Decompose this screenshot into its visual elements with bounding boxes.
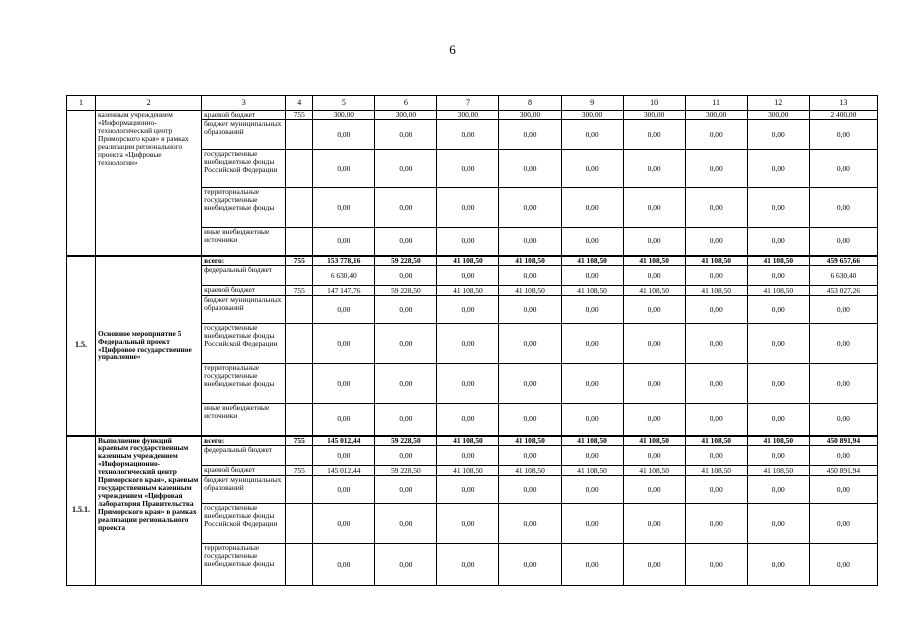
item-number xyxy=(67,111,96,256)
amount-cell: 0,00 xyxy=(623,324,685,364)
amount-cell: 41 108,50 xyxy=(747,256,809,266)
budget-code: 755 xyxy=(286,466,313,476)
amount-cell: 41 108,50 xyxy=(685,466,747,476)
amount-cell: 0,00 xyxy=(499,266,561,286)
amount-cell: 59 228,50 xyxy=(375,436,437,446)
amount-cell: 0,00 xyxy=(437,120,499,150)
budget-code xyxy=(286,150,313,188)
amount-cell: 0,00 xyxy=(623,120,685,150)
amount-cell: 0,00 xyxy=(375,228,437,256)
amount-cell: 300,00 xyxy=(623,111,685,120)
funding-source: краевой бюджет xyxy=(202,111,286,120)
funding-source: бюджет муниципальных образований xyxy=(202,120,286,150)
amount-cell: 41 108,50 xyxy=(623,466,685,476)
amount-cell: 0,00 xyxy=(685,188,747,228)
amount-cell: 0,00 xyxy=(561,188,623,228)
col-header: 3 xyxy=(202,96,286,111)
funding-source: бюджет муниципальных образований xyxy=(202,476,286,504)
amount-cell: 0,00 xyxy=(685,150,747,188)
amount-cell: 0,00 xyxy=(623,228,685,256)
budget-code xyxy=(286,364,313,404)
amount-cell: 0,00 xyxy=(623,476,685,504)
budget-code: 755 xyxy=(286,111,313,120)
amount-cell: 0,00 xyxy=(499,364,561,404)
amount-cell: 0,00 xyxy=(313,120,375,150)
amount-cell: 0,00 xyxy=(685,504,747,544)
budget-code: 755 xyxy=(286,256,313,266)
amount-cell: 41 108,50 xyxy=(499,286,561,296)
amount-cell: 41 108,50 xyxy=(685,436,747,446)
amount-cell: 0,00 xyxy=(313,446,375,466)
amount-cell: 0,00 xyxy=(499,476,561,504)
amount-cell: 0,00 xyxy=(561,504,623,544)
amount-cell: 41 108,50 xyxy=(499,466,561,476)
table-row xyxy=(67,256,878,266)
amount-cell: 2 400,00 xyxy=(809,111,877,120)
amount-cell: 0,00 xyxy=(437,476,499,504)
amount-cell: 0,00 xyxy=(375,404,437,436)
amount-cell: 0,00 xyxy=(375,188,437,228)
budget-code xyxy=(286,324,313,364)
amount-cell: 0,00 xyxy=(375,150,437,188)
funding-source: государственные внебюджетные фонды Российской Федерации xyxy=(202,150,286,188)
item-number: 1.5. xyxy=(67,256,96,436)
item-description: Выполнение функций краевым государственным казенным учреждением «Информационно-технологический центр Приморского края», краевым государственным казенным учреждением «Цифровая лаборатория Правительства Приморского края» в рамках реализации регионального проекта xyxy=(96,436,202,586)
funding-source: иные внебюджетные источники xyxy=(202,228,286,256)
amount-cell: 0,00 xyxy=(747,188,809,228)
col-header: 1 xyxy=(67,96,96,111)
col-header: 5 xyxy=(313,96,375,111)
amount-cell: 450 891,94 xyxy=(809,436,877,446)
budget-code xyxy=(286,404,313,436)
amount-cell: 0,00 xyxy=(685,404,747,436)
amount-cell: 0,00 xyxy=(561,404,623,436)
amount-cell: 0,00 xyxy=(809,364,877,404)
amount-cell: 41 108,50 xyxy=(561,256,623,266)
amount-cell: 459 657,66 xyxy=(809,256,877,266)
amount-cell: 0,00 xyxy=(623,544,685,586)
budget-code xyxy=(286,476,313,504)
amount-cell: 0,00 xyxy=(747,476,809,504)
amount-cell: 300,00 xyxy=(685,111,747,120)
amount-cell: 0,00 xyxy=(809,296,877,324)
amount-cell: 0,00 xyxy=(561,476,623,504)
amount-cell: 0,00 xyxy=(747,266,809,286)
amount-cell: 0,00 xyxy=(561,228,623,256)
amount-cell: 0,00 xyxy=(437,504,499,544)
amount-cell: 300,00 xyxy=(375,111,437,120)
funding-source: краевой бюджет xyxy=(202,466,286,476)
funding-source: государственные внебюджетные фонды Российской Федерации xyxy=(202,324,286,364)
budget-code xyxy=(286,188,313,228)
amount-cell: 145 012,44 xyxy=(313,436,375,446)
amount-cell: 0,00 xyxy=(375,544,437,586)
amount-cell: 0,00 xyxy=(561,150,623,188)
amount-cell: 41 108,50 xyxy=(437,436,499,446)
amount-cell: 59 228,50 xyxy=(375,286,437,296)
amount-cell: 0,00 xyxy=(747,404,809,436)
funding-source: бюджет муниципальных образований xyxy=(202,296,286,324)
amount-cell: 41 108,50 xyxy=(499,436,561,446)
amount-cell: 300,00 xyxy=(561,111,623,120)
amount-cell: 0,00 xyxy=(437,544,499,586)
amount-cell: 0,00 xyxy=(809,188,877,228)
amount-cell: 0,00 xyxy=(499,150,561,188)
page-number: 6 xyxy=(449,42,456,57)
amount-cell: 0,00 xyxy=(623,504,685,544)
amount-cell: 0,00 xyxy=(375,296,437,324)
amount-cell: 0,00 xyxy=(375,364,437,404)
amount-cell: 0,00 xyxy=(685,476,747,504)
amount-cell: 0,00 xyxy=(747,544,809,586)
amount-cell: 0,00 xyxy=(747,150,809,188)
amount-cell: 41 108,50 xyxy=(747,286,809,296)
amount-cell: 6 630,40 xyxy=(313,266,375,286)
table-row xyxy=(67,436,878,446)
amount-cell: 0,00 xyxy=(685,544,747,586)
budget-code xyxy=(286,544,313,586)
amount-cell: 0,00 xyxy=(313,544,375,586)
amount-cell: 0,00 xyxy=(561,364,623,404)
amount-cell: 41 108,50 xyxy=(437,466,499,476)
amount-cell: 0,00 xyxy=(747,324,809,364)
col-header: 8 xyxy=(499,96,561,111)
col-header: 4 xyxy=(286,96,313,111)
amount-cell: 0,00 xyxy=(561,296,623,324)
amount-cell: 0,00 xyxy=(809,228,877,256)
amount-cell: 0,00 xyxy=(499,188,561,228)
amount-cell: 41 108,50 xyxy=(437,256,499,266)
funding-source: всего: xyxy=(202,256,286,266)
amount-cell: 0,00 xyxy=(685,296,747,324)
col-header: 11 xyxy=(685,96,747,111)
amount-cell: 300,00 xyxy=(747,111,809,120)
amount-cell: 0,00 xyxy=(685,446,747,466)
col-header: 7 xyxy=(437,96,499,111)
amount-cell: 0,00 xyxy=(437,266,499,286)
amount-cell: 0,00 xyxy=(685,324,747,364)
amount-cell: 0,00 xyxy=(499,504,561,544)
amount-cell: 41 108,50 xyxy=(499,256,561,266)
amount-cell: 0,00 xyxy=(499,544,561,586)
col-header: 9 xyxy=(561,96,623,111)
amount-cell: 41 108,50 xyxy=(685,256,747,266)
amount-cell: 0,00 xyxy=(375,120,437,150)
col-header: 10 xyxy=(623,96,685,111)
amount-cell: 0,00 xyxy=(499,296,561,324)
col-header: 12 xyxy=(747,96,809,111)
amount-cell: 0,00 xyxy=(623,266,685,286)
amount-cell: 0,00 xyxy=(313,228,375,256)
amount-cell: 0,00 xyxy=(747,296,809,324)
amount-cell: 0,00 xyxy=(313,504,375,544)
amount-cell: 300,00 xyxy=(499,111,561,120)
amount-cell: 41 108,50 xyxy=(561,436,623,446)
col-header: 6 xyxy=(375,96,437,111)
amount-cell: 0,00 xyxy=(561,446,623,466)
amount-cell: 0,00 xyxy=(437,324,499,364)
amount-cell: 0,00 xyxy=(809,446,877,466)
funding-source: федеральный бюджет xyxy=(202,266,286,286)
amount-cell: 0,00 xyxy=(561,324,623,364)
amount-cell: 0,00 xyxy=(437,188,499,228)
budget-code: 755 xyxy=(286,436,313,446)
budget-code xyxy=(286,266,313,286)
budget-code xyxy=(286,228,313,256)
amount-cell: 41 108,50 xyxy=(623,436,685,446)
amount-cell: 41 108,50 xyxy=(437,286,499,296)
budget-code: 755 xyxy=(286,286,313,296)
amount-cell: 0,00 xyxy=(437,228,499,256)
amount-cell: 0,00 xyxy=(437,296,499,324)
funding-source: иные внебюджетные источники xyxy=(202,404,286,436)
item-number: 1.5.1. xyxy=(67,436,96,586)
amount-cell: 0,00 xyxy=(499,228,561,256)
amount-cell: 0,00 xyxy=(623,446,685,466)
col-header: 13 xyxy=(809,96,877,111)
amount-cell: 41 108,50 xyxy=(623,286,685,296)
amount-cell: 0,00 xyxy=(313,324,375,364)
funding-source: всего: xyxy=(202,436,286,446)
amount-cell: 453 027,26 xyxy=(809,286,877,296)
amount-cell: 300,00 xyxy=(437,111,499,120)
budget-code xyxy=(286,296,313,324)
amount-cell: 0,00 xyxy=(313,476,375,504)
amount-cell: 59 228,50 xyxy=(375,466,437,476)
budget-code xyxy=(286,504,313,544)
amount-cell: 0,00 xyxy=(561,266,623,286)
amount-cell: 147 147,76 xyxy=(313,286,375,296)
amount-cell: 0,00 xyxy=(375,504,437,544)
amount-cell: 0,00 xyxy=(499,404,561,436)
item-description: казенным учреждением «Информационно-технологический центр Приморского края» в рамках реализации регионального проекта «Цифровые технологии» xyxy=(96,111,202,256)
amount-cell: 0,00 xyxy=(375,446,437,466)
amount-cell: 0,00 xyxy=(747,364,809,404)
header-row xyxy=(67,96,878,111)
amount-cell: 0,00 xyxy=(747,446,809,466)
amount-cell: 0,00 xyxy=(437,446,499,466)
amount-cell: 0,00 xyxy=(437,404,499,436)
col-header: 2 xyxy=(96,96,202,111)
funding-source: территориальные государственные внебюджетные фонды xyxy=(202,544,286,586)
amount-cell: 300,00 xyxy=(313,111,375,120)
amount-cell: 0,00 xyxy=(809,544,877,586)
funding-source: территориальные государственные внебюджетные фонды xyxy=(202,364,286,404)
amount-cell: 41 108,50 xyxy=(623,256,685,266)
amount-cell: 0,00 xyxy=(685,364,747,404)
amount-cell: 0,00 xyxy=(747,228,809,256)
amount-cell: 0,00 xyxy=(809,504,877,544)
amount-cell: 0,00 xyxy=(685,228,747,256)
amount-cell: 59 228,50 xyxy=(375,256,437,266)
amount-cell: 0,00 xyxy=(747,504,809,544)
amount-cell: 0,00 xyxy=(623,188,685,228)
funding-source: территориальные государственные внебюджетные фонды xyxy=(202,188,286,228)
amount-cell: 41 108,50 xyxy=(747,466,809,476)
amount-cell: 0,00 xyxy=(561,120,623,150)
amount-cell: 0,00 xyxy=(437,150,499,188)
amount-cell: 0,00 xyxy=(623,150,685,188)
amount-cell: 145 012,44 xyxy=(313,466,375,476)
amount-cell: 0,00 xyxy=(685,266,747,286)
amount-cell: 0,00 xyxy=(561,544,623,586)
amount-cell: 41 108,50 xyxy=(747,436,809,446)
amount-cell: 41 108,50 xyxy=(685,286,747,296)
funding-source: государственные внебюджетные фонды Российской Федерации xyxy=(202,504,286,544)
table-row xyxy=(67,111,878,120)
amount-cell: 0,00 xyxy=(375,476,437,504)
amount-cell: 0,00 xyxy=(313,150,375,188)
amount-cell: 0,00 xyxy=(499,324,561,364)
amount-cell: 0,00 xyxy=(623,364,685,404)
amount-cell: 0,00 xyxy=(809,324,877,364)
amount-cell: 0,00 xyxy=(375,324,437,364)
amount-cell: 450 891,94 xyxy=(809,466,877,476)
amount-cell: 0,00 xyxy=(313,404,375,436)
amount-cell: 0,00 xyxy=(809,120,877,150)
amount-cell: 0,00 xyxy=(685,120,747,150)
amount-cell: 0,00 xyxy=(623,296,685,324)
amount-cell: 41 108,50 xyxy=(561,286,623,296)
amount-cell: 153 778,16 xyxy=(313,256,375,266)
amount-cell: 0,00 xyxy=(313,188,375,228)
amount-cell: 0,00 xyxy=(499,446,561,466)
amount-cell: 0,00 xyxy=(747,120,809,150)
amount-cell: 0,00 xyxy=(313,296,375,324)
funding-source: краевой бюджет xyxy=(202,286,286,296)
amount-cell: 0,00 xyxy=(437,364,499,404)
amount-cell: 6 630,40 xyxy=(809,266,877,286)
item-description: Основное мероприятие 5 Федеральный проект «Цифровое государственное управление» xyxy=(96,256,202,436)
amount-cell: 0,00 xyxy=(809,476,877,504)
amount-cell: 0,00 xyxy=(313,364,375,404)
funding-source: федеральный бюджет xyxy=(202,446,286,466)
amount-cell: 0,00 xyxy=(623,404,685,436)
amount-cell: 0,00 xyxy=(375,266,437,286)
budget-code xyxy=(286,120,313,150)
budget-code xyxy=(286,446,313,466)
amount-cell: 0,00 xyxy=(499,120,561,150)
amount-cell: 0,00 xyxy=(809,150,877,188)
budget-table xyxy=(66,95,878,586)
amount-cell: 41 108,50 xyxy=(561,466,623,476)
amount-cell: 0,00 xyxy=(809,404,877,436)
